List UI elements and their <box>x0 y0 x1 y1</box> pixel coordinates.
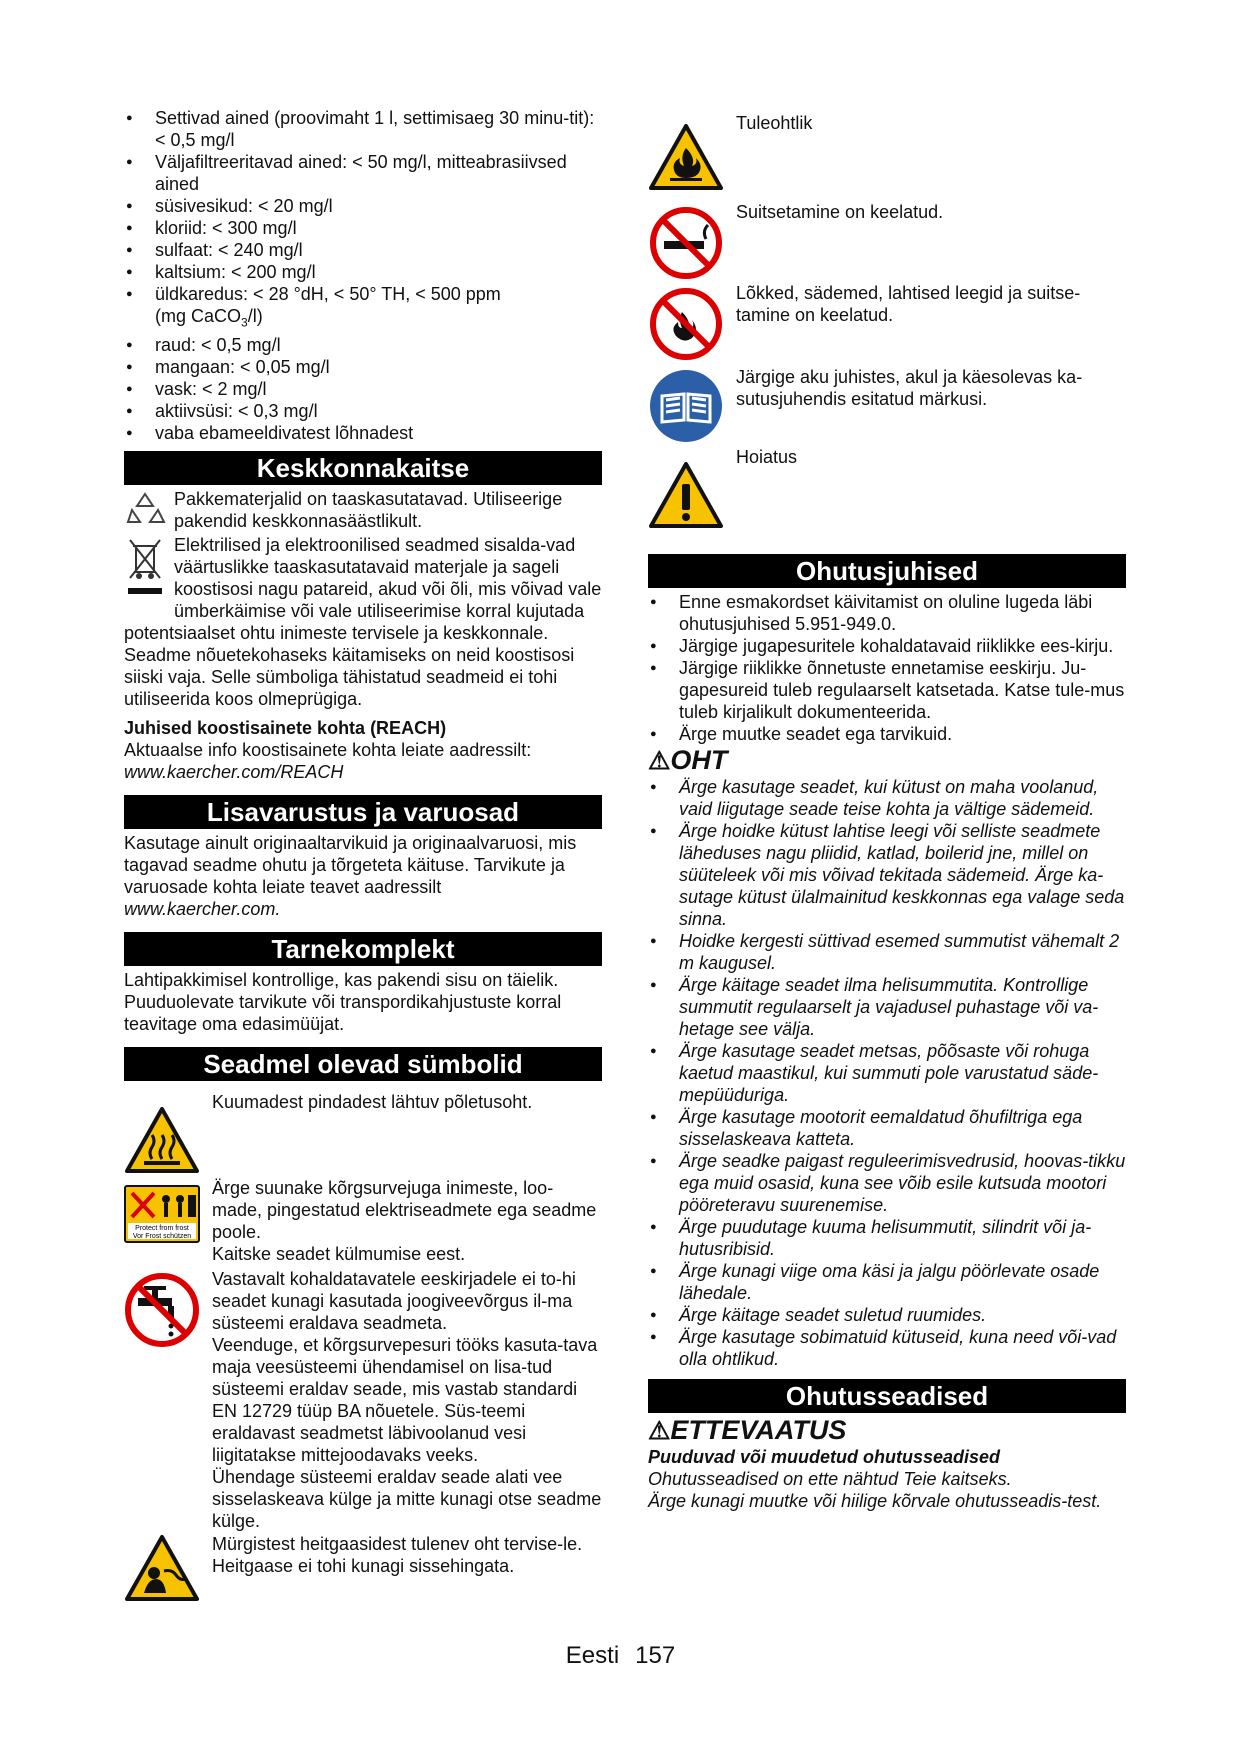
section-title-device-symbols: Seadmel olevad sümbolid <box>124 1047 602 1081</box>
list-item: ● Ärge kasutage mootorit eemaldatud õhufiltriga ega sisselaskeava katteta. <box>648 1106 1126 1150</box>
hot-surface-icon <box>124 1091 212 1177</box>
spray-text: Ärge suunake kõrgsurvejuga inimeste, loo-made, pingestatud elektriseadmete ega seadme poole. <box>212 1177 597 1242</box>
list-item: ● Ärge käitage seadet suletud ruumides. <box>648 1304 1126 1326</box>
right-column <box>648 0 1126 1512</box>
list-item: ● Ärge käitage seadet ilma helisummutita. Kontrollige summutit regulaarselt ja vajadusel puhastage või va-hetage see välja. <box>648 974 1126 1040</box>
warning-triangle-icon: ⚠ <box>648 747 671 775</box>
list-item: ● Ärge kasutage sobimatuid kütuseid, kuna need või-vad olla ohtlikud. <box>648 1326 1126 1370</box>
list-item: ● Ärge kunagi viige oma käsi ja jalgu pöörlevate osade lähedale. <box>648 1260 1126 1304</box>
list-item: ● kloriid: < 300 mg/l <box>124 217 602 239</box>
hot-surface-text: Kuumadest pindadest lähtuv põletusoht. <box>212 1091 533 1112</box>
list-item: (mg CaCO$_3$/l) <box>155 306 263 330</box>
caution-heading: ⚠ETTEVAATUS <box>648 1415 847 1445</box>
recycle-icon <box>124 488 174 532</box>
devices-subtitle: Puuduvad või muudetud ohutusseadised <box>648 1447 1001 1467</box>
no-open-fire-icon <box>648 282 736 366</box>
list-item: ● Ärge seadke paigast reguleerimisvedrusid, hoovas-tikku ega muid osasid, kuna see võib esile kutsuda mootori pööreteravu suurenemise. <box>648 1150 1126 1216</box>
weee-icon <box>124 536 166 600</box>
read-manual-text: Järgige aku juhistes, akul ja käesolevas ka-sutusjuhendis esitatud märkusi. <box>736 367 1083 409</box>
list-item: ● Settivad ained (proovimaht 1 l, settimisaeg 30 minu-tit): < 0,5 mg/l <box>124 107 602 151</box>
spray-row <box>124 1177 602 1265</box>
read-manual-icon <box>648 366 736 446</box>
reach-text: Aktuaalse info koostisainete kohta leiate aadressilt: <box>124 739 532 760</box>
spray-text-block <box>212 1177 602 1265</box>
danger-list <box>648 776 1126 1370</box>
hot-surface-row <box>124 1091 602 1177</box>
list-item: ● Enne esmakordset käivitamist on oluline lugeda läbi ohutusjuhised 5.951-949.0. <box>648 591 1126 635</box>
potable-text-block <box>212 1268 602 1532</box>
weee-block <box>124 534 602 710</box>
warning-triangle-icon <box>648 446 736 529</box>
frost-text: Kaitske seadet külmumise eest. <box>212 1243 466 1264</box>
no-spray-frost-sticker <box>124 1177 212 1265</box>
page-number: 157 <box>635 1642 676 1669</box>
devices-text-1: Ohutusseadised on ette nähtud Teie kaitseks. <box>648 1469 1012 1489</box>
section-title-delivery: Tarnekomplekt <box>124 932 602 966</box>
list-item: ● mangaan: < 0,05 mg/l <box>124 356 602 378</box>
potable-row <box>124 1268 602 1532</box>
list-item: ● Järgige riiklikke õnnetuste ennetamise eeskirju. Ju-gapesureid tuleb regulaarselt katsetada. Katse tule-mus tuleb kirjalikult dokumenteerida. <box>648 657 1126 723</box>
list-item: ● Hoidke kergesti süttivad esemed summutist vähemalt 2 m kaugusel. <box>648 930 1126 974</box>
section-title-safety: Ohutusjuhised <box>648 554 1126 588</box>
reach-title: Juhised koostisainete kohta (REACH) <box>124 717 447 738</box>
svg-text:Vor Frost schützen: Vor Frost schützen <box>132 1232 192 1240</box>
reach-url[interactable]: www.kaercher.com/REACH <box>124 761 344 782</box>
accessories-text: Kasutage ainult originaaltarvikuid ja originaalvaruosi, mis tagavad seadme ohutu ja tõrgeteta käituse. Tarvikute ja varuosade kohta leiate teavet aadressilt www.kaercher.com. <box>124 832 577 919</box>
flammable-row <box>648 112 1126 193</box>
page-footer <box>0 1641 1241 1671</box>
section-title-environment: Keskkonnakaitse <box>124 451 602 485</box>
no-fire-row <box>648 282 1126 366</box>
no-fire-text: Lõkked, sädemed, lahtised leegid ja suitse-tamine on keelatud. <box>736 283 1081 325</box>
no-smoking-icon <box>648 201 736 282</box>
hardness-sub-list <box>124 305 602 334</box>
recycle-row <box>124 488 602 532</box>
connect-text: Ühendage süsteemi eraldav seade alati vee sisselaskeava külge ja mitte kunagi otse seadme külge. <box>212 1466 602 1531</box>
delivery-text: Lahtipakkimisel kontrollige, kas pakendi sisu on täielik. Puuduolevate tarvikute või transpordikahjustuste korral teavitage oma edasimüüjat. <box>124 969 562 1034</box>
toxic-gas-icon <box>124 1533 212 1605</box>
list-item: ● Järgige jugapesuritele kohaldatavaid riiklikke ees-kirju. <box>648 635 1126 657</box>
list-item: ● vaba ebameeldivatest lõhnadest <box>124 422 602 444</box>
flammable-icon <box>648 112 736 193</box>
potable-text: Vastavalt kohaldatavatele eeskirjadele ei to-hi seadet kunagi kasutada joogiveevõrgus il-ma süsteemi eraldava seadmeta. <box>212 1268 576 1333</box>
read-manual-row <box>648 366 1126 446</box>
left-column <box>124 0 602 1605</box>
list-item: ● süsivesikud: < 20 mg/l <box>124 195 602 217</box>
list-item: ● vask: < 2 mg/l <box>124 378 602 400</box>
toxic-row <box>124 1533 602 1605</box>
no-smoking-row <box>648 201 1126 282</box>
section-title-safety-devices: Ohutusseadised <box>648 1379 1126 1413</box>
safety-list <box>648 591 1126 745</box>
list-item: ● Ärge puudutage kuuma helisummutit, silindrit või ja-hutusribisid. <box>648 1216 1126 1260</box>
svg-text:Protect from frost: Protect from frost <box>135 1224 189 1232</box>
list-item: ● Ärge hoidke kütust lahtise leegi või selliste seadmete läheduses nagu pliidid, katlad, boilerid jne, millel on süüteleek või mis võivad tekitada sädemeid. Ärge ka-sutage kütust ülalmainitud keskkonnas ega valage seda sinna. <box>648 820 1126 930</box>
weee-text: Elektrilised ja elektroonilised seadmed sisalda-vad väärtuslikke taaskasutatavaid materjale ja sageli koostisosi nagu patareid, akud või õli, mis võivad vale ümberkäimise või vale utiliseerimise korral kujutada potentsiaalset ohtu inimeste tervisele ja keskkonnale. Seadme nõuetekohaseks käitamiseks on neid koostisosi siiski vaja. Selle sümboliga tähistatud seadmeid ei tohi utiliseerida koos olmeprügiga. <box>124 534 602 709</box>
list-item: ● üldkaredus: < 28 °dH, < 50° TH, < 500 ppm <box>124 283 602 305</box>
water-quality-list-2 <box>124 334 602 444</box>
devices-text-2: Ärge kunagi muutke või hiilige kõrvale ohutusseadis-test. <box>648 1491 1102 1511</box>
no-smoking-text: Suitsetamine on keelatud. <box>736 202 944 222</box>
no-potable-water-icon <box>124 1268 212 1532</box>
list-item: ● Ärge muutke seadet ega tarvikuid. <box>648 723 1126 745</box>
warning-triangle-icon: ⚠ <box>648 1417 671 1445</box>
toxic-text: Mürgistest heitgaasidest tulenev oht tervise-le. Heitgaase ei tohi kunagi sissehingata. <box>212 1533 583 1576</box>
list-item: ● sulfaat: < 240 mg/l <box>124 239 602 261</box>
accessories-url[interactable]: www.kaercher.com. <box>124 898 281 919</box>
list-item: ● raud: < 0,5 mg/l <box>124 334 602 356</box>
flammable-text: Tuleohtlik <box>736 113 813 133</box>
caution-row <box>648 446 1126 529</box>
list-item: ● Ärge kasutage seadet metsas, põõsaste või rohuga kaetud maastikul, kui summuti pole varustatud säde-mepüüduriga. <box>648 1040 1126 1106</box>
footer-language: Eesti <box>565 1642 620 1669</box>
danger-heading: ⚠OHT <box>648 745 728 775</box>
list-item: ● kaltsium: < 200 mg/l <box>124 261 602 283</box>
water-quality-list <box>124 107 602 305</box>
caution-text: Hoiatus <box>736 447 798 467</box>
list-item: ● aktiivsüsi: < 0,3 mg/l <box>124 400 602 422</box>
separator-text: Veenduge, et kõrgsurvepesuri tööks kasuta-tava maja veesüsteemi ühendamisel on lisa-tud süsteemi eraldav seade, mis vastab standardi EN 12729 tüüp BA nõuetele. Süs-teemi eraldavast seadmetst läbivoolanud vesi liigitatakse mittejoodavaks veeks. <box>212 1334 598 1465</box>
recycle-text: Pakkematerjalid on taaskasutatavad. Utiliseerige pakendid keskkonnasäästlikult. <box>174 488 563 531</box>
list-item: ● Väljafiltreeritavad ained: < 50 mg/l, mitteabrasiivsed ained <box>124 151 602 195</box>
section-title-accessories: Lisavarustus ja varuosad <box>124 795 602 829</box>
list-item: ● Ärge kasutage seadet, kui kütust on maha voolanud, vaid liigutage seade teise kohta ja vältige sädemeid. <box>648 776 1126 820</box>
